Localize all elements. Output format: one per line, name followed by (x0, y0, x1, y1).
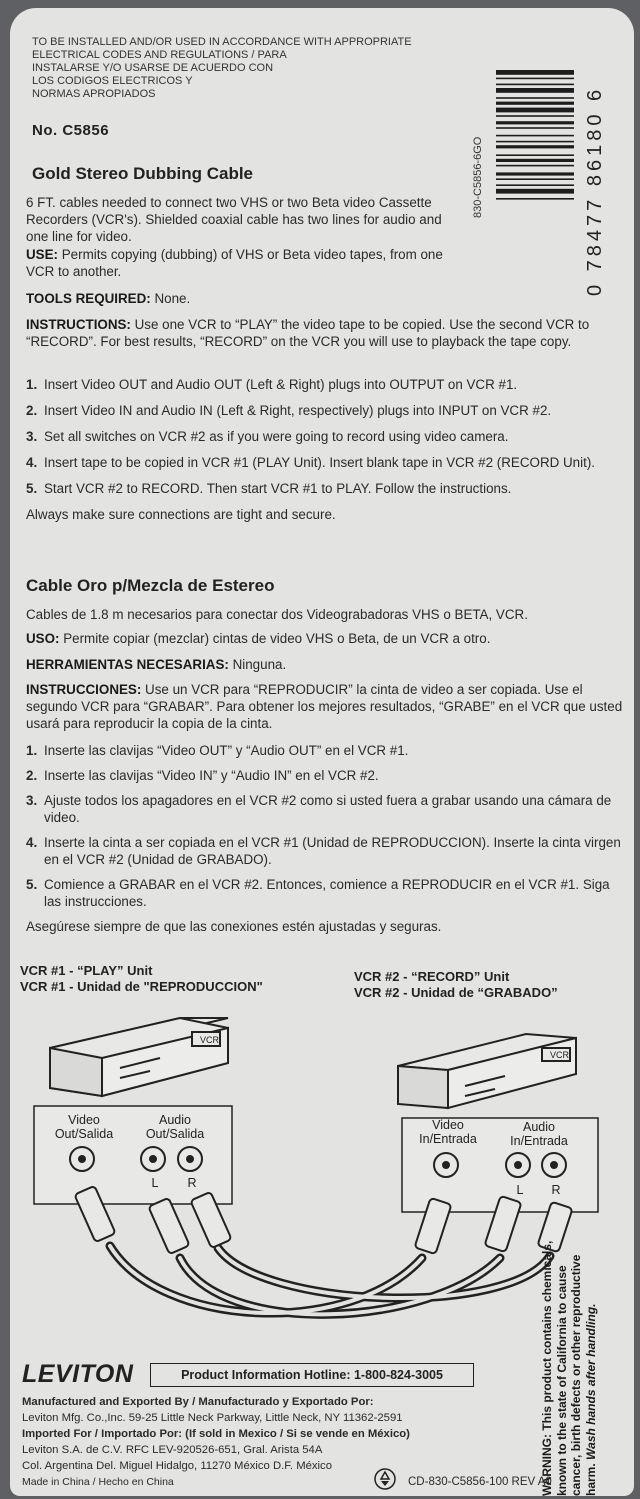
barcode-bar (496, 127, 574, 129)
list-item: 4. Inserte la cinta a ser copiada en el VCR #1 (Unidad de REPRODUCCION). Inserte la cinta virgen en el VCR #2 (Unidad de GRABADO). (26, 835, 621, 867)
recycle-icon (374, 1468, 396, 1490)
spanish-use: USO: Permite copiar (mezclar) cintas de video VHS o Beta, de un VCR a otro. (26, 631, 491, 646)
installation-notice: TO BE INSTALLED AND/OR USED IN ACCORDANCE WITH APPROPRIATE ELECTRICAL CODES AND REGULATIONS / PARA INSTALARSE Y/O USARSE DE ACUERDO CON LOS CODIGOS ELECTRICOS Y NORMAS APROPIADOS (32, 36, 412, 100)
barcode-bar (496, 154, 574, 156)
vcr2-left-label: L (516, 1183, 524, 1197)
english-tools: TOOLS REQUIRED: None. (26, 291, 191, 306)
barcode-bar (496, 121, 574, 124)
barcode-bar (496, 84, 574, 86)
barcode-bar (496, 115, 574, 117)
english-instructions: INSTRUCTIONS: Use one VCR to “PLAY” the video tape to be copied. Use the second VCR to “RECORD”. For best results, “RECORD” on the VCR you will use to playback the tape copy. (26, 317, 590, 349)
list-item: 3. Set all switches on VCR #2 as if you were going to record using video camera. (26, 429, 509, 444)
barcode-bar (496, 178, 574, 180)
barcode-side-code: 830-C5856-6GO (472, 136, 484, 218)
spanish-description: Cables de 1.8 m necesarios para conectar dos Videograbadoras VHS o BETA, VCR. (26, 607, 528, 622)
vcr1-illustration (50, 1018, 228, 1096)
vcr2-right-label: R (551, 1183, 561, 1197)
barcode-bar (496, 102, 574, 105)
vcr1-right-label: R (187, 1176, 197, 1190)
barcode-bar (496, 78, 574, 80)
vcr1-label: VCR #1 - “PLAY” Unit VCR #1 - Unidad de "REPRODUCCION" (20, 963, 263, 994)
list-item: 2. Insert Video IN and Audio IN (Left & Right, respectively) plugs into INPUT on VCR #2. (26, 403, 552, 418)
spanish-tools: HERRAMIENTAS NECESARIAS: Ninguna. (26, 657, 287, 672)
list-item: 5. Start VCR #2 to RECORD. Then start VCR #1 to PLAY. Follow the instructions. (26, 481, 512, 496)
barcode-bar (496, 184, 574, 186)
english-use: USE: Permits copying (dubbing) of VHS or Beta video tapes, from one VCR to another. (26, 247, 443, 279)
vcr1-audio-label: Audio Out/Salida (145, 1113, 205, 1141)
vcr2-badge: VCR (550, 1050, 570, 1060)
barcode-bar (496, 108, 574, 113)
barcode-bar (496, 88, 574, 93)
barcode-bar (496, 141, 574, 143)
manufacturer-info: Manufactured and Exported By / Manufacturado y Exportado Por: Leviton Mfg. Co.,Inc. 59-25 Little Neck Parkway, Little Neck, NY 11362-2591 Imported For / Importado Por: (If sold in Mexico / Si se vende en México) Leviton S.A. de C.V. RFC LEV-920526-651, Gral. Arista 54A Col. Argentina Del. Miguel Hidalgo, 11270 México D.F. México Made in China / Hecho en China (22, 1396, 410, 1488)
barcode-bar (496, 135, 574, 137)
barcode-bar (496, 198, 574, 200)
english-closing: Always make sure connections are tight and secure. (26, 507, 336, 522)
list-item: 5. Comience a GRABAR en el VCR #2. Entonces, comience a REPRODUCIR en el VCR #1. Siga las instrucciones. (26, 877, 610, 909)
vcr1-left-label: L (151, 1176, 159, 1190)
spanish-steps (26, 742, 626, 935)
list-item: 3. Ajuste todos los apagadores en el VCR #2 como si usted fuera a grabar usando una cámara de video. (26, 793, 612, 825)
english-description: 6 FT. cables needed to connect two VHS or two Beta video Cassette Recorders (VCR's). Shielded coaxial cable has two lines for audio and one line for video. (26, 195, 442, 244)
vcr2-label: VCR #2 - “RECORD” Unit VCR #2 - Unidad de “GRABADO” (354, 969, 558, 1000)
prop65-warning: WARNING: This product contains chemicals, known to the state of California to cause cancer, birth defects or other reproductive harm. Wash hands after handling. (540, 1240, 598, 1496)
list-item: 4. Insert tape to be copied in VCR #1 (PLAY Unit). Insert blank tape in VCR #2 (RECORD Unit). (26, 455, 595, 470)
vcr1-video-label: Video Out/Salida (54, 1113, 114, 1141)
barcode-bar (496, 189, 574, 194)
model-number: No. C5856 (32, 122, 110, 139)
barcode-bar (496, 70, 574, 75)
barcode (466, 58, 616, 298)
product-hotline: Product Information Hotline: 1-800-824-3005 (150, 1363, 474, 1387)
leviton-logo: LEVITON (22, 1360, 134, 1388)
spanish-heading: Cable Oro p/Mezcla de Estereo (26, 576, 275, 595)
barcode-bar (496, 165, 574, 167)
english-steps (26, 376, 626, 523)
vcr2-video-label: Video In/Entrada (419, 1118, 477, 1146)
vcr2-illustration (398, 1034, 576, 1108)
barcode-bar (496, 172, 574, 175)
spanish-closing: Asegúrese siempre de que las conexiones estén ajustadas y seguras. (26, 919, 442, 934)
list-item: 1. Insert Video OUT and Audio OUT (Left & Right) plugs into OUTPUT on VCR #1. (26, 377, 518, 392)
vcr1-badge: VCR (200, 1035, 220, 1045)
dubbing-cables (110, 1246, 550, 1314)
english-heading: Gold Stereo Dubbing Cable (32, 164, 254, 183)
spanish-instructions: INSTRUCCIONES: Use un VCR para “REPRODUCIR” la cinta de video a ser copiada. Use el segundo VCR para “GRABAR”. Para obtener los mejores resultados, “GRABE” en el VCR que usted usará para reproducir la copia de la cinta. (26, 682, 623, 731)
part-number: CD-830-C5856-100 REV A0 (408, 1476, 552, 1488)
vcr2-audio-label: Audio In/Entrada (510, 1120, 568, 1148)
barcode-bar (496, 159, 574, 162)
barcode-bar (496, 145, 574, 148)
barcode-bar (496, 97, 574, 99)
list-item: 2. Inserte las clavijas “Video IN” y “Audio IN” en el VCR #2. (26, 768, 379, 783)
package-card (10, 8, 634, 1496)
list-item: 1. Inserte las clavijas “Video OUT” y “Audio OUT” en el VCR #1. (26, 743, 409, 758)
barcode-number: 0 78477 86180 6 (584, 85, 606, 296)
